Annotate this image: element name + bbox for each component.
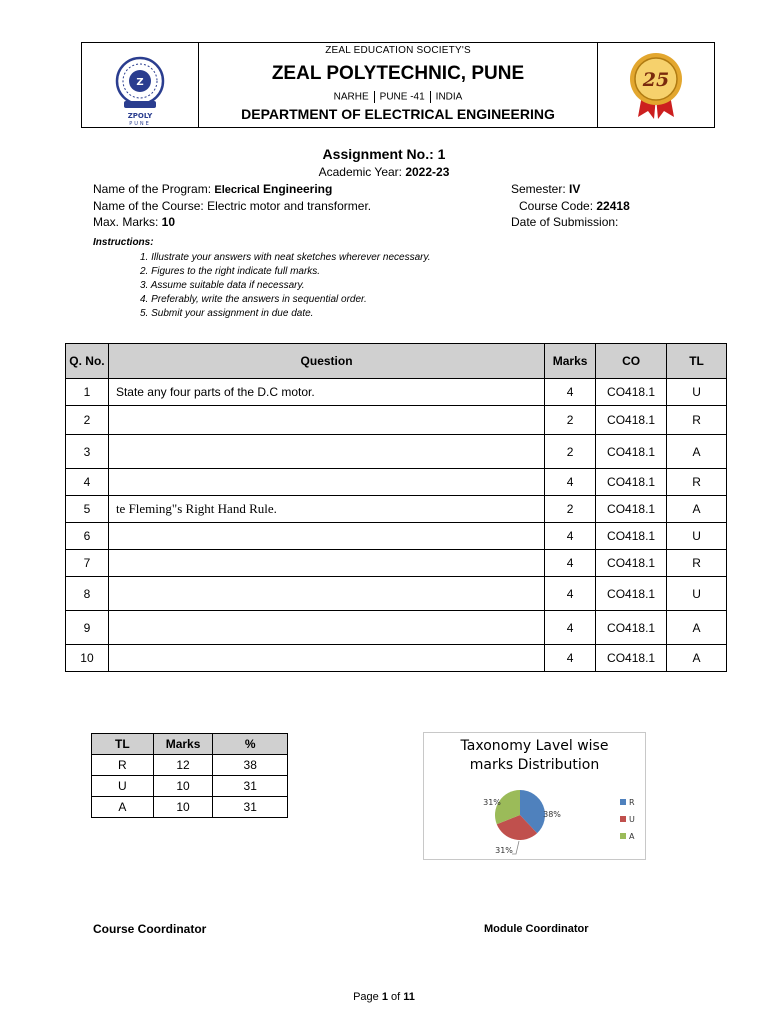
pie-chart-svg xyxy=(424,733,645,859)
cell-marks: 10 xyxy=(153,776,213,797)
course-code-label: Course Code: xyxy=(519,199,597,213)
cell-marks: 12 xyxy=(153,755,213,776)
table-row xyxy=(66,496,727,523)
table-row xyxy=(66,435,727,469)
course-code-line xyxy=(519,199,630,213)
cell-marks: 4 xyxy=(545,611,596,645)
college-name: ZEAL POLYTECHNIC, PUNE xyxy=(271,63,525,84)
cell-marks: 4 xyxy=(545,379,596,406)
cell-tl: R xyxy=(667,469,727,496)
table-row xyxy=(66,577,727,611)
table-header-row xyxy=(66,344,727,379)
instruction-item: 1. Illustrate your answers with neat sketches wherever necessary. xyxy=(140,252,431,263)
table-row xyxy=(92,776,288,797)
header-tl: TL xyxy=(92,734,154,755)
svg-text:Z: Z xyxy=(136,77,144,88)
cell-qno: 7 xyxy=(66,550,109,577)
header-tl: TL xyxy=(667,344,727,379)
seal-subtext: PUNE xyxy=(129,121,151,127)
table-row xyxy=(66,379,727,406)
academic-year-value: 2022-23 xyxy=(405,165,450,179)
table-row xyxy=(66,523,727,550)
cell-tl: A xyxy=(667,435,727,469)
cell-marks: 2 xyxy=(545,496,596,523)
department-name: DEPARTMENT OF ELECTRICAL ENGINEERING xyxy=(241,106,555,122)
academic-year-label: Academic Year: xyxy=(318,165,406,179)
page-number xyxy=(0,991,768,1003)
semester-line xyxy=(511,182,580,196)
cell-question xyxy=(108,469,544,496)
cell-tl: U xyxy=(92,776,154,797)
cell-marks: 4 xyxy=(545,469,596,496)
cell-co: CO418.1 xyxy=(596,645,667,672)
pie-data-label: 38% xyxy=(543,810,561,819)
cell-co: CO418.1 xyxy=(596,611,667,645)
header-qno: Q. No. xyxy=(66,344,109,379)
cell-tl: R xyxy=(667,406,727,435)
table-row xyxy=(66,550,727,577)
cell-co: CO418.1 xyxy=(596,550,667,577)
max-marks-label: Max. Marks: xyxy=(93,215,162,229)
assignment-title: Assignment No.: 1 xyxy=(322,146,446,162)
pie-data-label: 31% xyxy=(483,798,501,807)
college-seal-icon xyxy=(82,43,198,127)
cell-question: te Fleming"s Right Hand Rule. xyxy=(108,496,544,523)
cell-marks: 4 xyxy=(545,550,596,577)
program-value-2: Engineering xyxy=(259,182,333,196)
legend-swatch xyxy=(620,799,626,805)
cell-marks: 4 xyxy=(545,577,596,611)
table-row xyxy=(92,755,288,776)
program-line xyxy=(93,182,332,196)
cell-marks: 4 xyxy=(545,523,596,550)
cell-co: CO418.1 xyxy=(596,379,667,406)
cell-marks: 2 xyxy=(545,406,596,435)
max-marks-value: 10 xyxy=(161,215,176,229)
cell-question xyxy=(108,611,544,645)
taxonomy-summary-table xyxy=(91,733,288,818)
cell-question xyxy=(108,435,544,469)
course-coordinator-label: Course Coordinator xyxy=(93,922,207,936)
table-header-row xyxy=(92,734,288,755)
cell-qno: 2 xyxy=(66,406,109,435)
course-line xyxy=(93,199,371,213)
semester-value: IV xyxy=(569,182,581,196)
instruction-item: 3. Assume suitable data if necessary. xyxy=(140,280,305,291)
academic-year xyxy=(0,165,768,179)
table-row xyxy=(66,469,727,496)
cell-qno: 1 xyxy=(66,379,109,406)
instructions-heading: Instructions: xyxy=(93,237,154,248)
header-box xyxy=(81,42,715,128)
cell-tl: R xyxy=(92,755,154,776)
address-part: INDIA xyxy=(435,91,463,103)
header-question: Question xyxy=(108,344,544,379)
cell-tl: U xyxy=(667,577,727,611)
chart-title-line-2: marks Distribution xyxy=(469,757,600,773)
cell-marks: 4 xyxy=(545,645,596,672)
cell-qno: 5 xyxy=(66,496,109,523)
cell-co: CO418.1 xyxy=(596,577,667,611)
instruction-item: 4. Preferably, write the answers in sequential order. xyxy=(140,294,367,305)
course-label: Name of the Course: xyxy=(93,199,208,213)
cell-question xyxy=(108,645,544,672)
anniversary-badge-icon xyxy=(598,43,714,127)
page-current: 1 xyxy=(381,991,388,1003)
module-coordinator-label: Module Coordinator xyxy=(484,923,589,935)
table-row xyxy=(92,797,288,818)
header-co: CO xyxy=(596,344,667,379)
cell-question xyxy=(108,406,544,435)
cell-tl: A xyxy=(667,496,727,523)
cell-qno: 3 xyxy=(66,435,109,469)
cell-question xyxy=(108,550,544,577)
cell-qno: 10 xyxy=(66,645,109,672)
cell-percent: 31 xyxy=(213,776,288,797)
table-row xyxy=(66,645,727,672)
cell-marks: 10 xyxy=(153,797,213,818)
legend-label: A xyxy=(629,832,635,841)
cell-co: CO418.1 xyxy=(596,523,667,550)
submission-date-label: Date of Submission: xyxy=(511,215,619,229)
chart-title-line-1: Taxonomy Lavel wise xyxy=(460,738,609,754)
cell-qno: 9 xyxy=(66,611,109,645)
society-name: ZEAL EDUCATION SOCIETY'S xyxy=(325,45,471,56)
instruction-item: 2. Figures to the right indicate full marks. xyxy=(140,266,321,277)
cell-qno: 4 xyxy=(66,469,109,496)
cell-marks: 2 xyxy=(545,435,596,469)
seal-text: ZPOLY xyxy=(127,112,153,120)
page-of: of xyxy=(387,991,404,1003)
course-value: Electric motor and transformer. xyxy=(207,199,372,213)
cell-question: State any four parts of the D.C motor. xyxy=(108,379,544,406)
cell-qno: 6 xyxy=(66,523,109,550)
legend-label: U xyxy=(629,815,635,824)
cell-tl: U xyxy=(667,523,727,550)
cell-co: CO418.1 xyxy=(596,406,667,435)
cell-question xyxy=(108,523,544,550)
pie-leader-line xyxy=(512,841,519,854)
max-marks-line xyxy=(93,215,175,229)
page-total: 11 xyxy=(403,991,415,1003)
cell-qno: 8 xyxy=(66,577,109,611)
header-center xyxy=(199,43,597,127)
cell-tl: U xyxy=(667,379,727,406)
cell-percent: 31 xyxy=(213,797,288,818)
cell-tl: A xyxy=(667,611,727,645)
cell-tl: R xyxy=(667,550,727,577)
badge-number: 25 xyxy=(642,69,670,91)
cell-tl: A xyxy=(92,797,154,818)
course-code-value: 22418 xyxy=(596,199,630,213)
cell-question xyxy=(108,577,544,611)
cell-co: CO418.1 xyxy=(596,496,667,523)
table-row xyxy=(66,611,727,645)
pie-data-label: 31% xyxy=(495,846,513,855)
logo-cell-right xyxy=(597,43,714,127)
cell-co: CO418.1 xyxy=(596,469,667,496)
cell-percent: 38 xyxy=(213,755,288,776)
semester-label: Semester: xyxy=(511,182,570,196)
instruction-item: 5. Submit your assignment in due date. xyxy=(140,308,314,319)
cell-co: CO418.1 xyxy=(596,435,667,469)
legend-label: R xyxy=(629,798,635,807)
program-label: Name of the Program: xyxy=(93,182,215,196)
legend-swatch xyxy=(620,816,626,822)
page-prefix: Page xyxy=(353,991,382,1003)
header-percent: % xyxy=(213,734,288,755)
table-row xyxy=(66,406,727,435)
legend-swatch xyxy=(620,833,626,839)
address-part: PUNE -41 xyxy=(379,91,425,103)
header-marks: Marks xyxy=(153,734,213,755)
cell-tl: A xyxy=(667,645,727,672)
college-address xyxy=(199,91,597,103)
instructions-list xyxy=(140,251,431,321)
taxonomy-pie-chart xyxy=(423,732,646,860)
logo-cell-left xyxy=(82,43,199,127)
question-table xyxy=(65,343,727,672)
address-part: NARHE xyxy=(333,91,369,103)
program-value-1: Elecrical xyxy=(214,184,260,196)
header-marks: Marks xyxy=(545,344,596,379)
